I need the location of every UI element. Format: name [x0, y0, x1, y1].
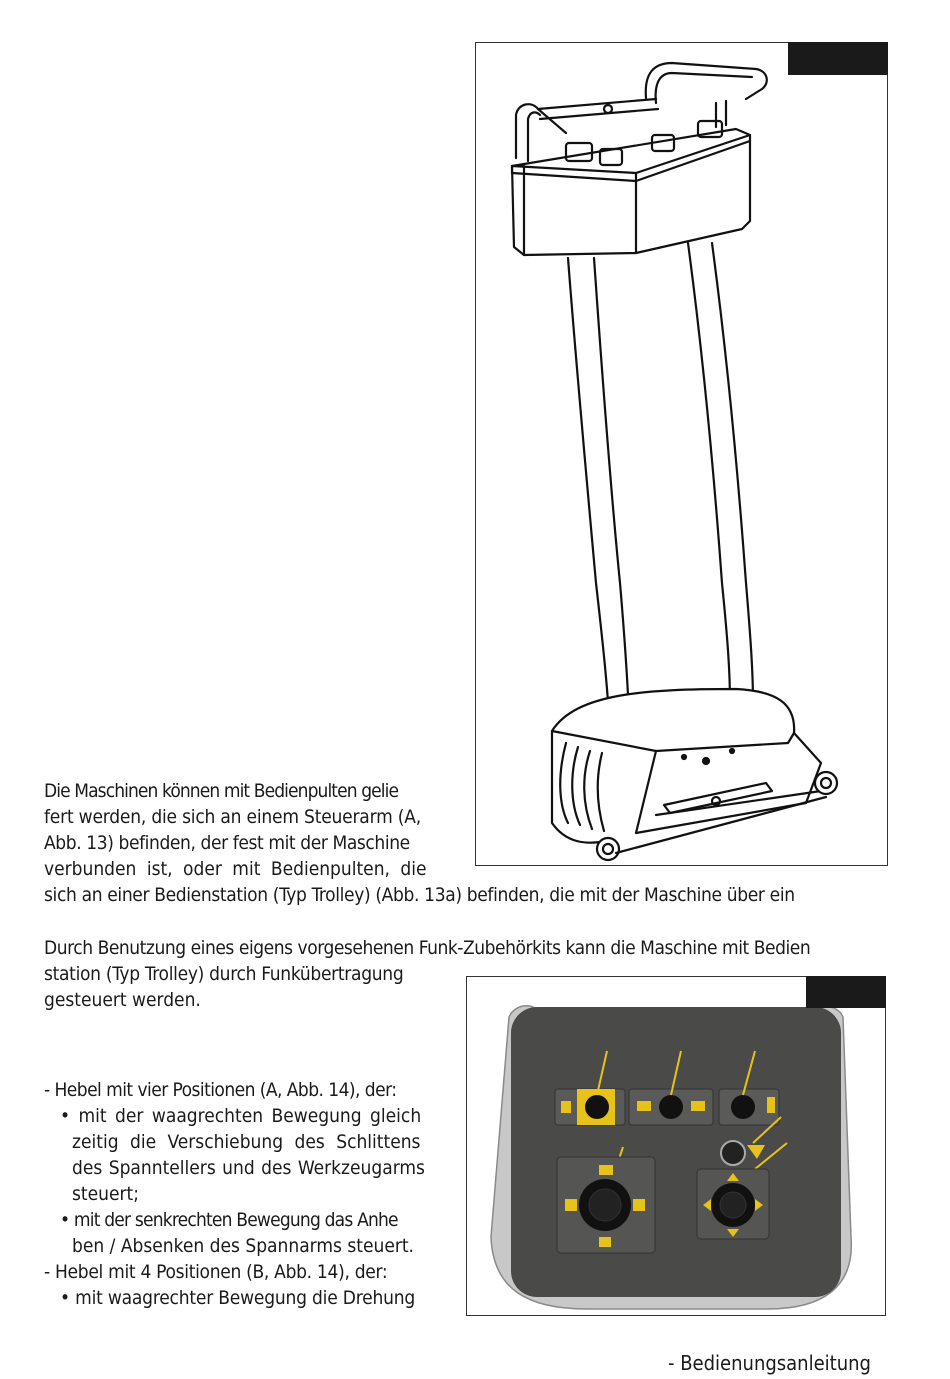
trolley-figure: [475, 42, 888, 866]
lever-subitem: • mit der waagrechten Bewegung gleich: [60, 1105, 422, 1127]
radio-line: Durch Benutzung eines eigens vorgesehenen Funk-Zubehörkits kann die Maschine mit Bedien: [44, 937, 811, 959]
lever-subitem: ben / Absenken des Spannarms steuert.: [72, 1235, 414, 1257]
intro-line: Abb. 13) befinden, der fest mit der Maschine: [44, 832, 410, 854]
footer-label: - Bedienungsanleitung: [668, 1351, 871, 1375]
radio-line: gesteuert werden.: [44, 989, 201, 1011]
trolley-drawing: [476, 43, 887, 865]
control-panel-figure: [466, 976, 886, 1316]
lever-subitem: • mit der senkrechten Bewegung das Anhe: [60, 1209, 398, 1231]
intro-line: verbunden ist, oder mit Bedienpulten, die: [44, 858, 427, 880]
lever-subitem: • mit waagrechter Bewegung die Drehung: [60, 1287, 416, 1309]
panel-drawing: [467, 977, 885, 1315]
lever-subitem: zeitig die Verschiebung des Schlittens: [72, 1131, 421, 1153]
lever-subitem: steuert;: [72, 1183, 139, 1205]
lever-subitem: des Spanntellers und des Werkzeugarms: [72, 1157, 425, 1179]
intro-line: fert werden, die sich an einem Steuerarm (A,: [44, 806, 421, 828]
lever-item: - Hebel mit 4 Positionen (B, Abb. 14), der:: [44, 1261, 388, 1283]
figure-tag: [788, 42, 888, 75]
figure-tag: [806, 976, 886, 1008]
radio-line: station (Typ Trolley) durch Funkübertragung: [44, 963, 404, 985]
lever-item: - Hebel mit vier Positionen (A, Abb. 14), der:: [44, 1079, 397, 1101]
intro-line: Die Maschinen können mit Bedienpulten gelie: [44, 780, 399, 802]
intro-line: sich an einer Bedienstation (Typ Trolley) (Abb. 13a) befinden, die mit der Maschine über ein: [44, 884, 795, 906]
